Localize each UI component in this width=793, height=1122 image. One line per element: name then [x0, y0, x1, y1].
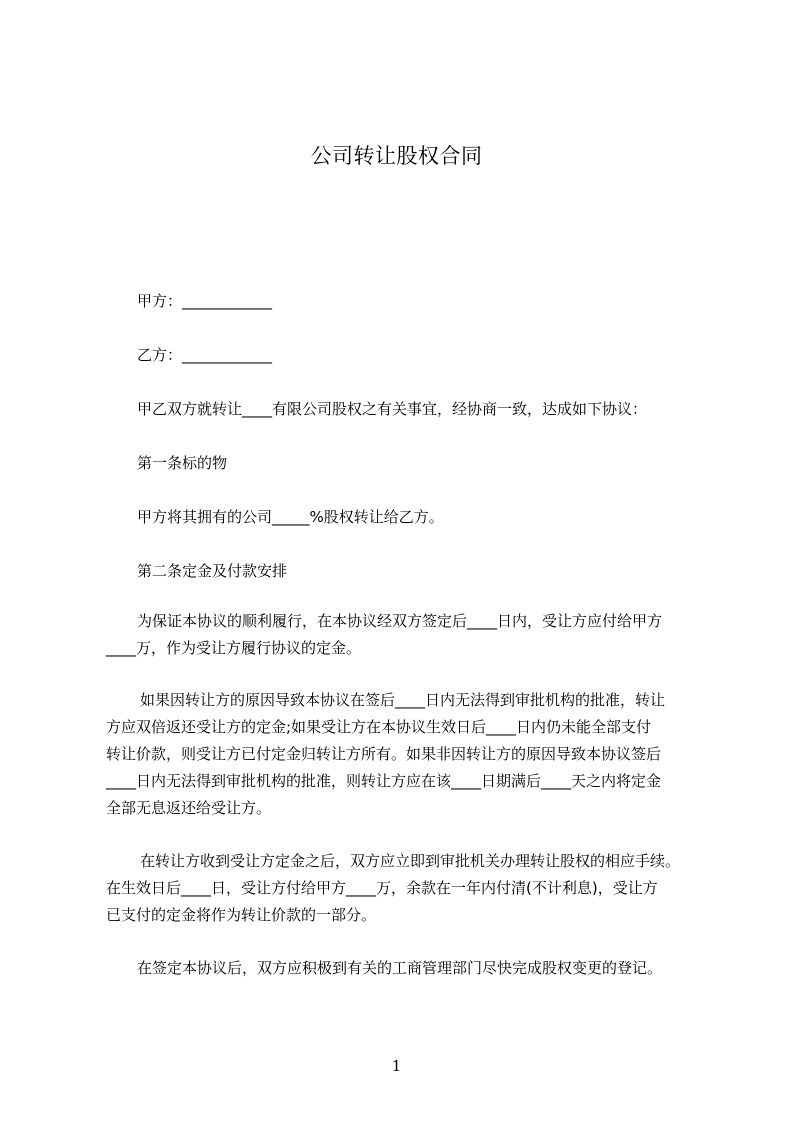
- payment-paragraph-line: 在转让方收到受让方定金之后，双方应立即到审批机关办理转让股权的相应手续。: [140, 852, 681, 870]
- party-b-line: 乙方：____________: [137, 346, 273, 364]
- payment-paragraph-line: 在生效日后____日，受让方付给甲方____万，余款在一年内付清(不计利息)，受让方: [106, 879, 658, 897]
- article-1-heading: 第一条标的物: [137, 454, 228, 472]
- deposit-paragraph-line: ____万，作为受让方履行协议的定金。: [106, 639, 362, 657]
- article-1-body: 甲方将其拥有的公司_____%股权转让给乙方。: [137, 508, 444, 526]
- document-title: 公司转让股权合同: [310, 144, 483, 168]
- refund-paragraph-line: ____日内无法得到审批机构的批准，则转让方应在该____日期满后____天之内将定金: [106, 772, 662, 790]
- deposit-paragraph-line: 为保证本协议的顺利履行，在本协议经双方签定后____日内，受让方应付给甲方: [137, 612, 663, 630]
- party-a-line: 甲方：____________: [137, 292, 273, 310]
- refund-paragraph-line: 转让价款，则受让方已付定金归转让方所有。如果非因转让方的原因导致本协议签后: [106, 745, 662, 763]
- payment-paragraph-line: 已支付的定金将作为转让价款的一部分。: [106, 906, 377, 924]
- intro-paragraph: 甲乙双方就转让____有限公司股权之有关事宜，经协商一致，达成如下协议：: [137, 400, 648, 418]
- page-number: 1: [391, 1057, 402, 1075]
- refund-paragraph-line: 方应双倍返还受让方的定金;如果受让方在本协议生效日后____日内仍未能全部支付: [106, 718, 652, 736]
- refund-paragraph-line: 如果因转让方的原因导致本协议在签后____日内无法得到审批机构的批准，转让: [140, 691, 666, 709]
- registration-paragraph: 在签定本协议后，双方应积极到有关的工商管理部门尽快完成股权变更的登记。: [137, 959, 663, 977]
- article-2-heading: 第二条定金及付款安排: [137, 562, 288, 580]
- refund-paragraph-line: 全部无息返还给受让方。: [106, 799, 272, 817]
